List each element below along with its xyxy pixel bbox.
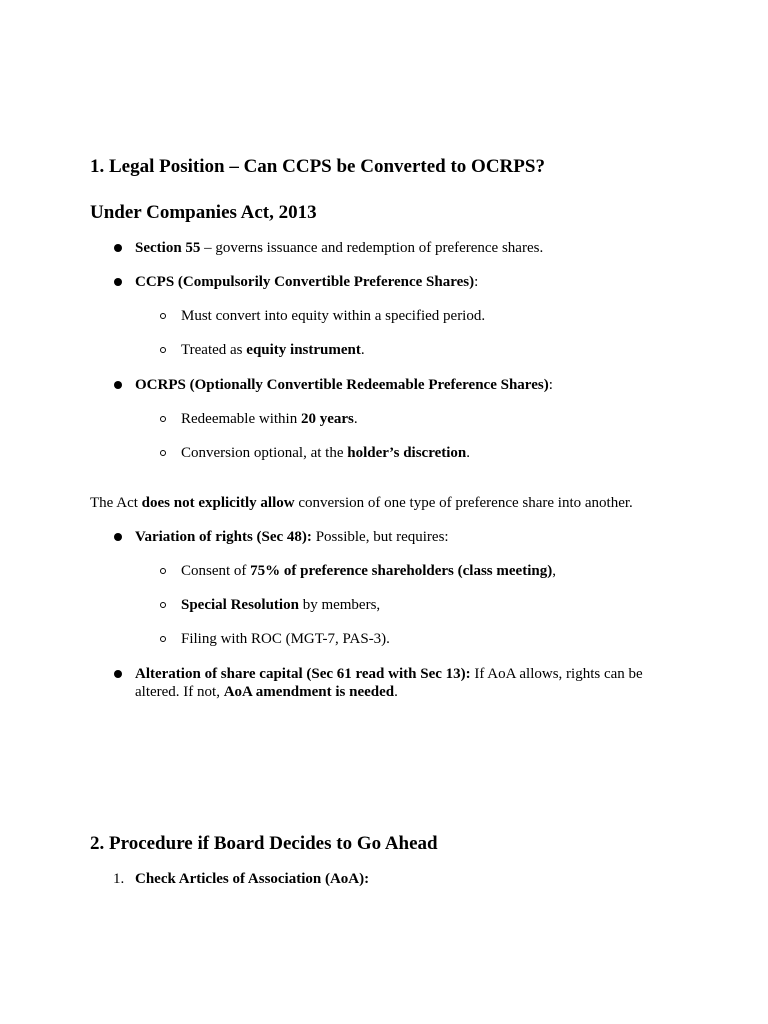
circle-bullet-icon <box>160 568 166 574</box>
bold-term: equity instrument <box>246 342 361 358</box>
item-text-end: . <box>353 411 358 427</box>
bold-term: Section 55 <box>135 240 201 256</box>
item-text: Treated as <box>181 342 247 358</box>
item-text-end: , <box>552 563 556 579</box>
bold-term: AoA amendment is needed <box>223 684 395 700</box>
item-text: Consent of <box>181 563 251 579</box>
sub-item-ocrps-redeemable <box>181 410 358 428</box>
bold-term: 75% of preference shareholders (class meeting) <box>250 563 553 579</box>
list-item-section-55 <box>135 239 543 257</box>
item-text: Possible, but requires: <box>311 529 449 545</box>
bold-term: Alteration of share capital (Sec 61 read with Sec 13): <box>135 666 471 682</box>
bullet-icon <box>114 533 122 541</box>
section-1-subheading: Under Companies Act, 2013 <box>90 202 317 223</box>
sub-item-ccps-convert: Must convert into equity within a specified period. <box>181 308 486 324</box>
bold-term: OCRPS (Optionally Convertible Redeemable Preference Shares) <box>135 377 549 393</box>
list-item-ocrps <box>135 376 553 394</box>
item-text: by members, <box>298 597 381 613</box>
bullet-icon <box>114 670 122 678</box>
list-number: 1. <box>113 871 125 887</box>
bold-term: Variation of rights (Sec 48): <box>135 529 312 545</box>
item-text-end: . <box>394 684 398 700</box>
bold-term: Special Resolution <box>181 597 299 613</box>
item-text: : <box>548 377 553 393</box>
para-text: conversion of one type of preference share into another. <box>294 495 633 511</box>
bold-term: CCPS (Compulsorily Convertible Preference Shares) <box>135 274 475 290</box>
sub-item-ocrps-conversion <box>181 444 470 462</box>
circle-bullet-icon <box>160 347 166 353</box>
para-text: The Act <box>90 495 142 511</box>
circle-bullet-icon <box>160 416 166 422</box>
sub-item-filing-roc: Filing with ROC (MGT-7, PAS-3). <box>181 631 390 647</box>
item-text: Redeemable within <box>181 411 301 427</box>
paragraph-act <box>90 494 633 512</box>
bullet-icon <box>114 381 122 389</box>
sub-item-ccps-equity <box>181 341 365 359</box>
item-text: Conversion optional, at the <box>181 445 348 461</box>
sub-item-special-resolution <box>181 596 380 614</box>
section-1-heading: 1. Legal Position – Can CCPS be Converted to OCRPS? <box>90 156 545 177</box>
list-item-alteration-share-capital <box>135 665 665 701</box>
circle-bullet-icon <box>160 313 166 319</box>
item-text: – governs issuance and redemption of preference shares. <box>200 240 544 256</box>
bullet-icon <box>114 278 122 286</box>
circle-bullet-icon <box>160 450 166 456</box>
item-text: : <box>474 274 479 290</box>
item-text: If AoA allows, rights can be altered. If not, <box>135 666 643 700</box>
bold-term: does not explicitly allow <box>141 495 295 511</box>
circle-bullet-icon <box>160 636 166 642</box>
list-item-variation-of-rights <box>135 528 449 546</box>
section-2-heading: 2. Procedure if Board Decides to Go Ahead <box>90 833 438 854</box>
bold-term: 20 years <box>300 411 354 427</box>
list-item-ccps <box>135 273 478 291</box>
sub-item-consent <box>181 562 556 580</box>
item-text-end: . <box>360 342 365 358</box>
ordered-item-check-aoa: Check Articles of Association (AoA): <box>135 871 370 887</box>
bold-term: holder’s discretion <box>347 445 467 461</box>
circle-bullet-icon <box>160 602 166 608</box>
bullet-icon <box>114 244 122 252</box>
item-text-end: . <box>466 445 471 461</box>
